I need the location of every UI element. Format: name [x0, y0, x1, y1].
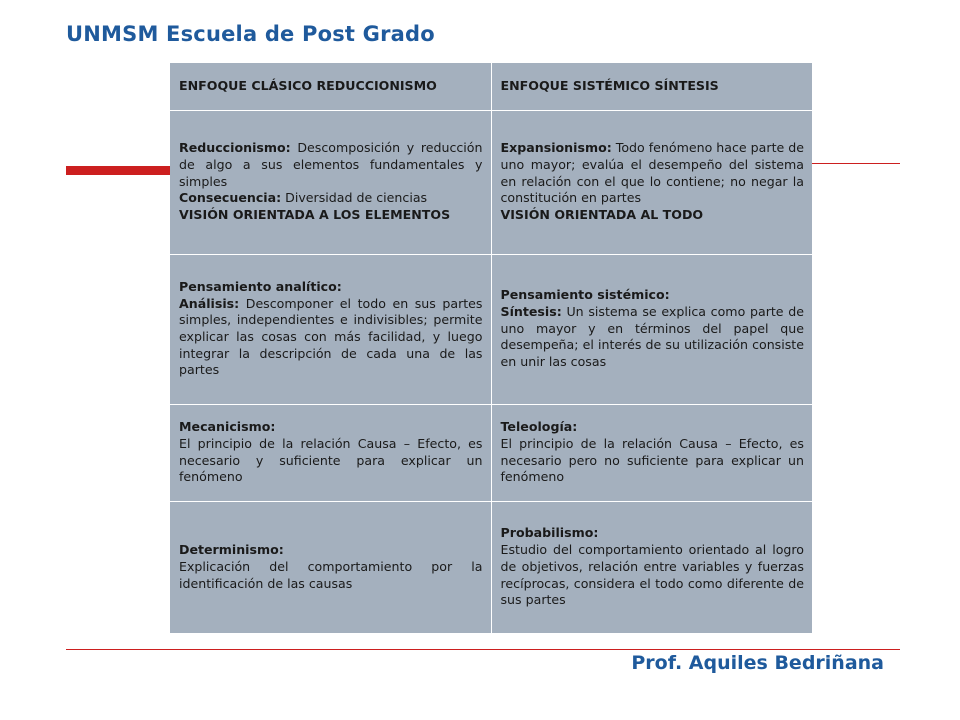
page-title: UNMSM Escuela de Post Grado	[66, 22, 435, 46]
table-cell-expansionismo	[491, 110, 812, 254]
footer-divider	[66, 649, 900, 650]
header-cell-systemic: ENFOQUE SISTÉMICO SÍNTESIS	[491, 63, 812, 110]
term-description: Descomponer el todo en sus partes simples, independientes e indivisibles; permite explicar las cosas con más facilidad, y luego integrar la descripción de cada una de las partes	[179, 295, 483, 378]
comparison-table	[170, 63, 812, 633]
term-label: Mecanicismo:	[179, 419, 276, 435]
term-label: Expansionismo:	[500, 140, 612, 156]
table-cell-teleologia	[491, 404, 812, 501]
table-cell-mecanicismo	[170, 404, 491, 501]
header-cell-classic: ENFOQUE CLÁSICO REDUCCIONISMO	[170, 63, 491, 110]
term-label: Determinismo:	[179, 542, 284, 558]
table-row	[170, 501, 812, 633]
term-description: Explicación del comportamiento por la identificación de las causas	[179, 558, 483, 591]
decorative-red-bar	[66, 166, 170, 175]
table-cell-reduccionismo	[170, 110, 491, 254]
term-description: Descomposición y reducción de algo a sus elementos fundamentales y simples	[179, 140, 483, 189]
term-description: El principio de la relación Causa – Efecto, es necesario y suficiente para explicar un fenómeno	[179, 435, 483, 485]
table-header-row	[170, 63, 812, 110]
table-cell-probabilismo	[491, 501, 812, 633]
term-label: Síntesis:	[500, 303, 562, 319]
table-row	[170, 110, 812, 254]
term-label: Pensamiento sistémico:	[500, 287, 670, 303]
term-description: El principio de la relación Causa – Efecto, es necesario pero no suficiente para explicar un fenómeno	[500, 435, 804, 485]
table-row	[170, 254, 812, 404]
term-label: Análisis:	[179, 295, 240, 311]
term-label: Probabilismo:	[500, 525, 599, 541]
term-label: Pensamiento analítico:	[179, 278, 342, 294]
table-cell-determinismo	[170, 501, 491, 633]
author-footer: Prof. Aquiles Bedriñana	[631, 652, 884, 674]
vision-label: VISIÓN ORIENTADA AL TODO	[500, 207, 704, 223]
term-description: Diversidad de ciencias	[281, 190, 428, 206]
term-description: Estudio del comportamiento orientado al logro de objetivos, relación entre variables y fuerzas recíprocas, considera el todo como diferente de sus partes	[500, 542, 804, 608]
table-cell-analitico	[170, 254, 491, 404]
term-description: Todo fenómeno hace parte de uno mayor; evalúa el desempeño del sistema en relación con el que lo contiene; no negar la constitución en partes	[500, 140, 804, 206]
vision-label: VISIÓN ORIENTADA A LOS ELEMENTOS	[179, 207, 451, 223]
term-label: Reduccionismo:	[179, 140, 291, 156]
table-row	[170, 404, 812, 501]
decorative-red-line	[810, 163, 900, 164]
term-description: Un sistema se explica como parte de uno mayor y en términos del papel que desempeña; el interés de su utilización consiste en unir las cosas	[500, 303, 804, 370]
term-label: Teleología:	[500, 419, 578, 435]
table-cell-sistemico	[491, 254, 812, 404]
term-label: Consecuencia:	[179, 190, 282, 206]
